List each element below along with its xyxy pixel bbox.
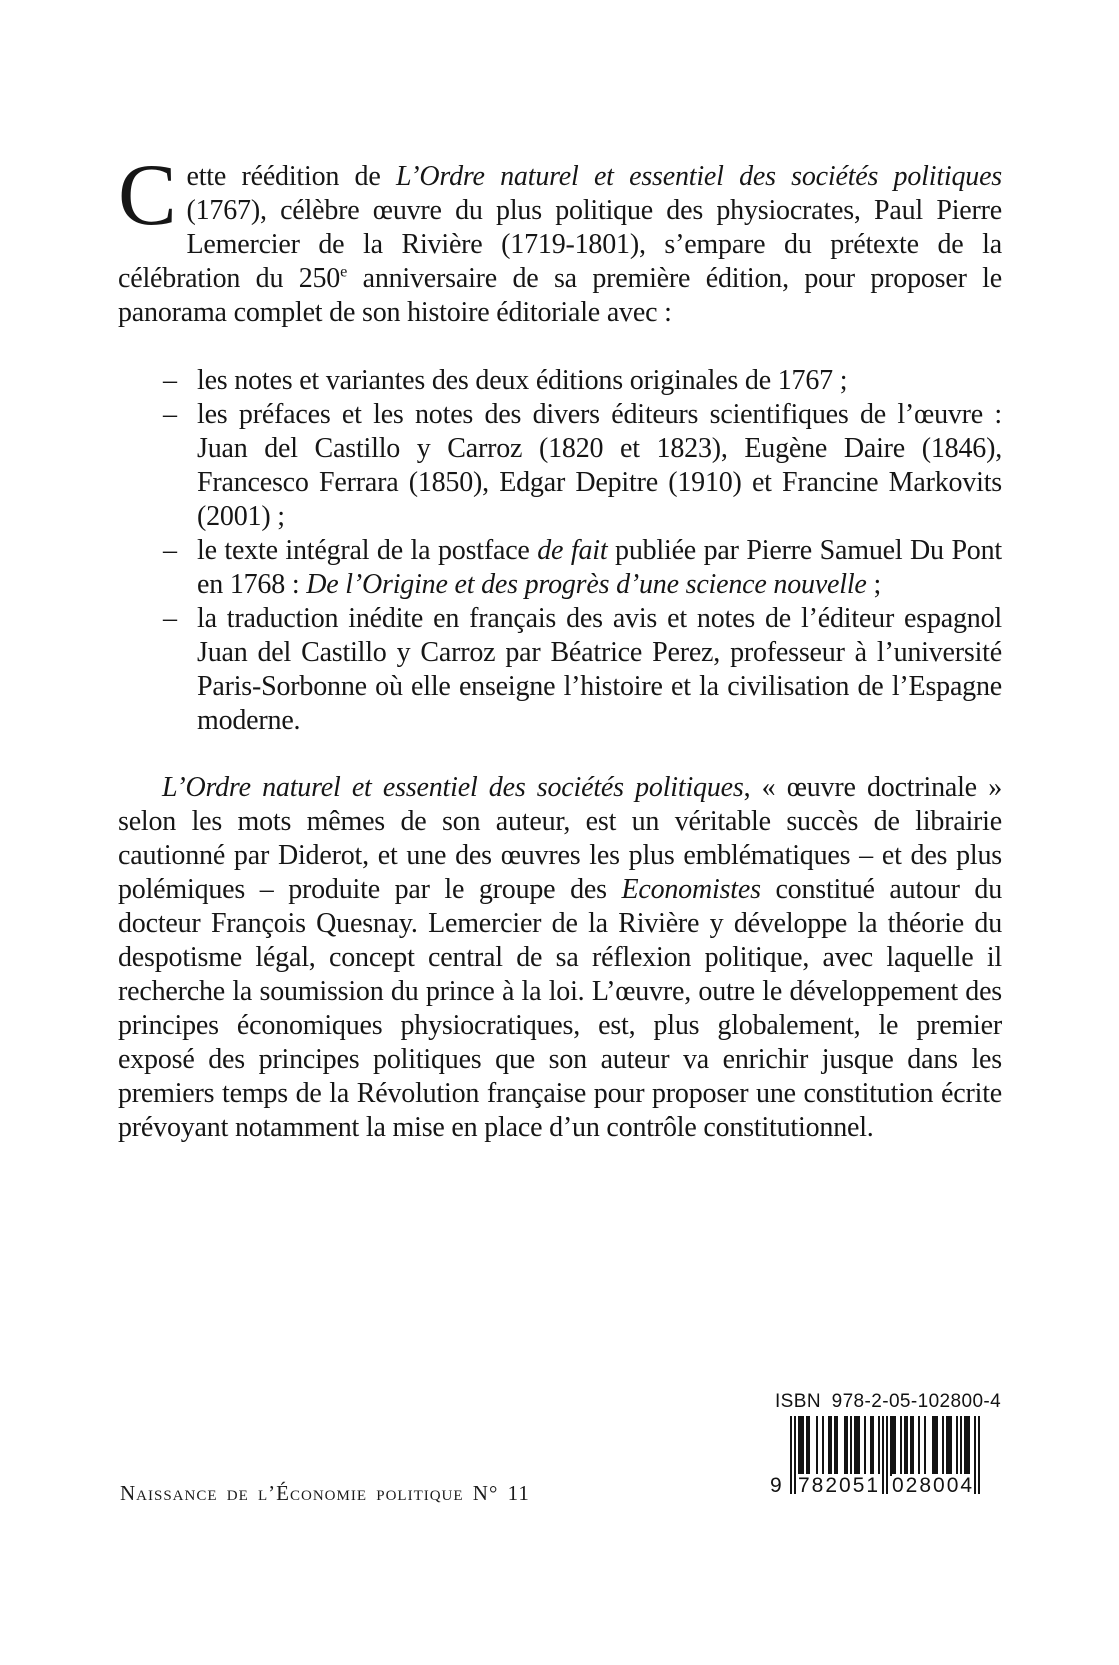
list-item <box>118 602 1002 738</box>
drop-cap: C <box>118 147 177 244</box>
barcode-module <box>978 1416 980 1494</box>
list-dash-marker: – <box>163 399 177 430</box>
paragraph-1-text: ette réédition de L’Ordre naturel et essentiel des sociétés politiques (1767), célèbre œuvre du plus politique des physiocrates, Paul Pierre Lemercier de la Rivière (1719-1801), s’empare du prétexte de la célébration du 250e anniversaire de sa première édition, pour proposer le panorama complet de son histoire éditoriale avec : <box>118 161 1003 328</box>
barcode-digit-system: 9 <box>770 1474 782 1497</box>
series-footer: Naissance de l’Économie politique N° 11 <box>120 1481 530 1505</box>
back-cover-text <box>118 147 1003 1145</box>
barcode <box>770 1416 980 1500</box>
list-dash-marker: – <box>163 365 177 396</box>
list-item <box>118 398 1002 534</box>
list-item <box>118 364 1002 398</box>
list-item <box>118 534 1002 602</box>
list-item-text: les notes et variantes des deux éditions originales de 1767 ; <box>197 365 848 396</box>
isbn-label: ISBN 978-2-05-102800-4 <box>775 1391 1002 1412</box>
list-dash-marker: – <box>163 603 177 634</box>
barcode-digits-left: 782051 <box>798 1474 881 1497</box>
barcode-digits-right: 028004 <box>892 1474 975 1497</box>
paragraph-2: L’Ordre naturel et essentiel des sociétés politiques, « œuvre doctrinale » selon les mots mêmes de son auteur, est un véritable succès de librairie cautionné par Diderot, et une des œuvres les plus emblématiques – et des plus polémiques – produite par le groupe des Economistes constitué autour du docteur François Quesnay. Lemercier de la Rivière y développe la théorie du despotisme légal, concept central de sa réflexion politique, avec laquelle il recherche la soumission du prince à la loi. L’œuvre, outre le développement des principes économiques physiocratiques, est, plus globalement, le premier exposé des principes politiques que son auteur va enrichir jusque dans les premiers temps de la Révolution française pour proposer une constitution écrite prévoyant notamment la mise en place d’un contrôle constitutionnel. <box>118 772 1002 1143</box>
list-item-text: la traduction inédite en français des avis et notes de l’éditeur espagnol Juan del Castillo y Carroz par Béatrice Perez, professeur à l’université Paris-Sorbonne où elle enseigne l’histoire et la civilisation de l’Espagne moderne. <box>197 603 1002 736</box>
isbn-block <box>770 1391 1002 1500</box>
bullet-list <box>118 364 1002 738</box>
list-item-text: le texte intégral de la postface de fait publiée par Pierre Samuel Du Pont en 1768 : De l’Origine et des progrès d’une science nouvelle ; <box>197 535 1002 600</box>
paragraph-1 <box>118 147 1003 330</box>
list-item-text: les préfaces et les notes des divers éditeurs scientifiques de l’œuvre : Juan del Castillo y Carroz (1820 et 1823), Eugène Daire (1846), Francesco Ferrara (1850), Edgar Depitre (1910) et Francine Markovits (2001) ; <box>197 399 1002 532</box>
list-dash-marker: – <box>163 535 177 566</box>
